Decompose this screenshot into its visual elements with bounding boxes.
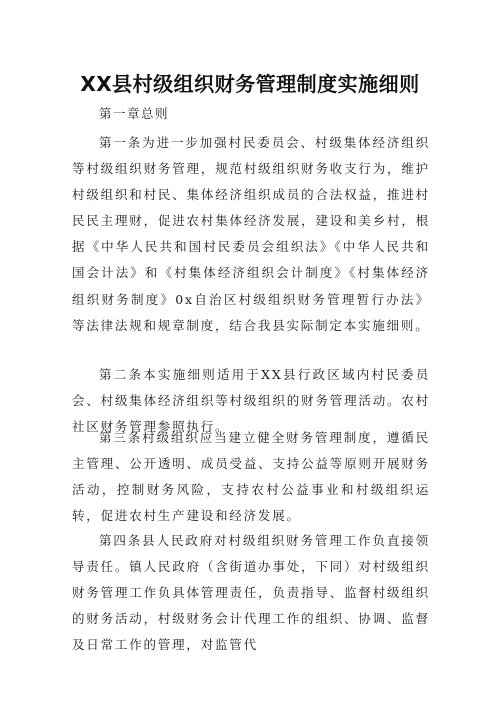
article-3-paragraph: 第三条村级组织应当建立健全财务管理制度，遵循民主管理、公开透明、成员受益、支持公益等原则开展财务活动，控制财务风险，支持农村公益事业和村级组织运转，促进农村生产建设和经济发展。 [72, 430, 430, 524]
chapter-heading: 第一章总则 [99, 106, 170, 121]
article-2-paragraph: 第二条本实施细则适用于XX县行政区域内村民委员会、村级集体经济组织等村级组织的财务管理活动。农村社区财务管理参照执行。 [72, 367, 430, 435]
article-4-paragraph: 第四条县人民政府对村级组织财务管理工作负直接领导责任。镇人民政府（含街道办事处，下同）对村级组织财务管理工作负具体管理责任，负责指导、监督村级组织的财务活动，村级财务会计代理工作的组织、协调、监督及日常工作的管理，对监管代 [72, 533, 430, 653]
document-title: XX县村级组织财务管理制度实施细则 [80, 72, 420, 96]
article-1-paragraph: 第一条为进一步加强村民委员会、村级集体经济组织等村级组织财务管理，规范村级组织财务收支行为，维护村级组织和村民、集体经济组织成员的合法权益，推进村民民主理财，促进农村集体经济发展，建设和美乡村，根据《中华人民共和国村民委员会组织法》《中华人民共和国会计法》和《村集体经济组织会计制度》《村集体经济组织财务制度》0x自治区村级组织财务管理暂行办法》等法律法规和规章制度，结合我县实际制定本实施细则。 [72, 135, 430, 333]
